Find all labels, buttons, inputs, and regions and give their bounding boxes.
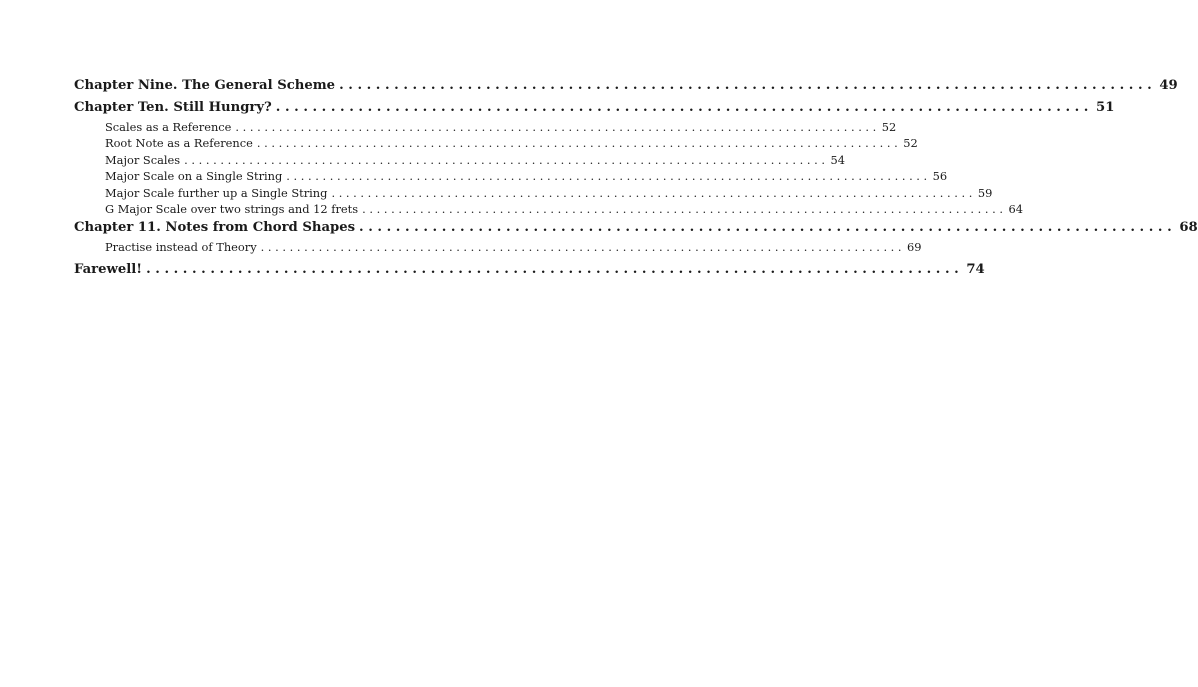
toc-entry-title: G Major Scale over two strings and 12 frets bbox=[105, 201, 359, 216]
dot-leader: . . . . . . . . . . . . . . . . . . . . . . . . . . . . . . . . . . . . . . . . . . . . . . . . . . . . . . . . . . . . . . . . . . . . . . . . . . . . . . . . . . . . . . . . . bbox=[256, 136, 898, 151]
dot-leader: . . . . . . . . . . . . . . . . . . . . . . . . . . . . . . . . . . . . . . . . . . . . . . . . . . . . . . . . . . . . . . . . . . . . . . . . . . . . . . . . . . . . . . . . . bbox=[339, 78, 1152, 93]
toc-entry-page: 52 bbox=[881, 120, 897, 134]
toc-entry-chapter-eleven[interactable] bbox=[74, 217, 1198, 239]
toc-entry-page: 49 bbox=[1159, 78, 1178, 93]
toc-entry-page: 68 bbox=[1179, 220, 1198, 236]
toc-entry-section[interactable] bbox=[74, 135, 918, 151]
toc-entry-title: Farewell! bbox=[74, 261, 143, 277]
toc-entry-page: 56 bbox=[932, 169, 948, 184]
dot-leader: . . . . . . . . . . . . . . . . . . . . . . . . . . . . . . . . . . . . . . . . . . . . . . . . . . . . . . . . . . . . . . . . . . . . . . . . . . . . . . . . . . . . . . . . . bbox=[286, 169, 928, 184]
toc-entry-title: Major Scale on a Single String bbox=[105, 169, 283, 184]
toc-entry-page: 51 bbox=[1096, 100, 1115, 115]
toc-entry-page: 69 bbox=[907, 240, 922, 255]
toc-entry-page: 74 bbox=[966, 261, 985, 277]
toc-entry-chapter-ten[interactable] bbox=[74, 97, 1115, 119]
toc-entry-title: Practise instead of Theory bbox=[105, 240, 257, 255]
dot-leader: . . . . . . . . . . . . . . . . . . . . . . . . . . . . . . . . . . . . . . . . . . . . . . . . . . . . . . . . . . . . . . . . . . . . . . . . . . . . . . . . . . . . . . . . . bbox=[260, 240, 902, 255]
toc-entry-section[interactable] bbox=[74, 119, 897, 135]
toc-entry-title: Chapter Nine. The General Scheme bbox=[74, 78, 336, 93]
dot-leader: . . . . . . . . . . . . . . . . . . . . . . . . . . . . . . . . . . . . . . . . . . . . . . . . . . . . . . . . . . . . . . . . . . . . . . . . . . . . . . . . . . . . . . . . . bbox=[235, 120, 877, 134]
dot-leader: . . . . . . . . . . . . . . . . . . . . . . . . . . . . . . . . . . . . . . . . . . . . . . . . . . . . . . . . . . . . . . . . . . . . . . . . . . . . . . . . . . . . . . . . . bbox=[275, 100, 1089, 115]
toc-entry-chapter-nine[interactable] bbox=[74, 75, 1178, 97]
dot-leader: . . . . . . . . . . . . . . . . . . . . . . . . . . . . . . . . . . . . . . . . . . . . . . . . . . . . . . . . . . . . . . . . . . . . . . . . . . . . . . . . . . . . . . . . . bbox=[362, 201, 1003, 216]
table-of-contents bbox=[74, 75, 1198, 281]
toc-entry-title: Major Scales bbox=[105, 152, 181, 167]
dot-leader: . . . . . . . . . . . . . . . . . . . . . . . . . . . . . . . . . . . . . . . . . . . . . . . . . . . . . . . . . . . . . . . . . . . . . . . . . . . . . . . . . . . . . . . . . bbox=[146, 261, 959, 277]
dot-leader: . . . . . . . . . . . . . . . . . . . . . . . . . . . . . . . . . . . . . . . . . . . . . . . . . . . . . . . . . . . . . . . . . . . . . . . . . . . . . . . . . . . . . . . . . bbox=[331, 185, 973, 200]
toc-entry-section[interactable] bbox=[74, 168, 948, 184]
toc-entry-farewell[interactable] bbox=[74, 259, 985, 281]
toc-entry-title: Chapter 11. Notes from Chord Shapes bbox=[74, 220, 356, 236]
toc-entry-title: Major Scale further up a Single String bbox=[105, 185, 328, 200]
toc-entry-page: 64 bbox=[1008, 201, 1023, 216]
toc-entry-title: Root Note as a Reference bbox=[105, 136, 253, 151]
toc-entry-section[interactable] bbox=[74, 152, 845, 168]
toc-entry-title: Scales as a Reference bbox=[105, 120, 232, 134]
toc-entry-section[interactable] bbox=[74, 201, 1023, 217]
toc-entry-section[interactable] bbox=[74, 239, 922, 255]
dot-leader: . . . . . . . . . . . . . . . . . . . . . . . . . . . . . . . . . . . . . . . . . . . . . . . . . . . . . . . . . . . . . . . . . . . . . . . . . . . . . . . . . . . . . . . . . bbox=[359, 220, 1172, 236]
toc-entry-title: Chapter Ten. Still Hungry? bbox=[74, 100, 272, 115]
toc-entry-section[interactable] bbox=[74, 185, 993, 201]
toc-entry-page: 59 bbox=[977, 185, 993, 200]
toc-entry-page: 52 bbox=[903, 136, 918, 151]
toc-entry-page: 54 bbox=[830, 152, 845, 167]
dot-leader: . . . . . . . . . . . . . . . . . . . . . . . . . . . . . . . . . . . . . . . . . . . . . . . . . . . . . . . . . . . . . . . . . . . . . . . . . . . . . . . . . . . . . . . . . bbox=[184, 152, 825, 167]
